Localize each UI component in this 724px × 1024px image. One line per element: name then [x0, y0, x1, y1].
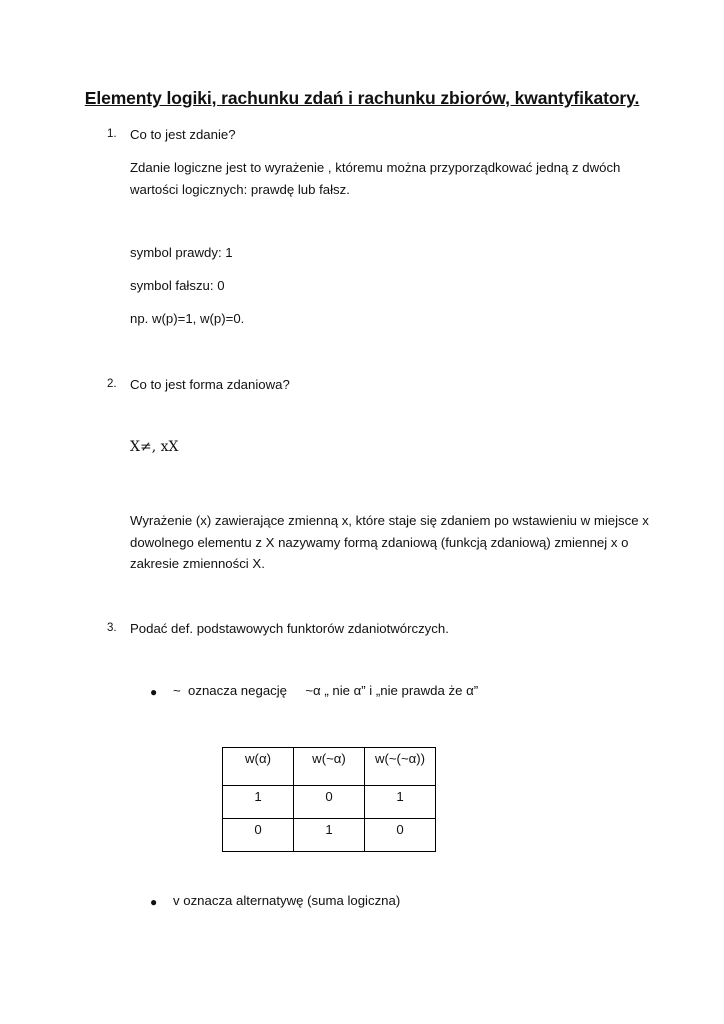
table-cell: 1	[294, 819, 365, 852]
table-cell: 0	[294, 786, 365, 819]
table-cell: 1	[223, 786, 294, 819]
table-header-cell: w(~α)	[294, 748, 365, 786]
table-header-cell: w(α)	[223, 748, 294, 786]
section-2-number: 2.	[107, 378, 117, 390]
table-row	[223, 786, 436, 819]
example-line: np. w(p)=1, w(p)=0.	[130, 311, 245, 326]
section-2-heading: Co to jest forma zdaniowa?	[130, 377, 290, 392]
truth-symbol-line: symbol prawdy: 1	[130, 245, 233, 260]
table-cell: 0	[223, 819, 294, 852]
document-title: Elementy logiki, rachunku zdań i rachunku zbiorów, kwantyfikatory.	[84, 88, 640, 108]
section-3-heading: Podać def. podstawowych funktorów zdaniotwórczych.	[130, 621, 449, 636]
negation-bullet-text: ~ oznacza negację ~α „ nie α” i „nie prawda że α”	[173, 683, 479, 698]
section-1-paragraph: Zdanie logiczne jest to wyrażenie , któremu można przyporządkować jedną z dwóch wartości logicznych: prawdę lub fałsz.	[130, 160, 621, 197]
table-cell: 1	[365, 786, 436, 819]
bullet-dot-icon: ●	[150, 895, 158, 909]
negation-truth-table	[222, 747, 436, 852]
table-cell: 0	[365, 819, 436, 852]
table-row	[223, 819, 436, 852]
section-1-number: 1.	[107, 128, 117, 140]
table-header-row	[223, 748, 436, 786]
alternative-bullet-text: v oznacza alternatywę (suma logiczna)	[173, 893, 401, 908]
section-2-paragraph: Wyrażenie (x) zawierające zmienną x, które staje się zdaniem po wstawieniu w miejsce x dowolnego elementu z X nazywamy formą zdaniową (funkcją zdaniową) zmiennej x o zakresie zmienności X.	[130, 513, 649, 571]
formula-line: X≠, xX	[130, 439, 179, 455]
section-1-heading: Co to jest zdanie?	[130, 127, 236, 142]
false-symbol-line: symbol fałszu: 0	[130, 278, 225, 293]
section-3-number: 3.	[107, 622, 117, 634]
table-header-cell: w(~(~α))	[365, 748, 436, 786]
bullet-dot-icon: ●	[150, 685, 158, 699]
